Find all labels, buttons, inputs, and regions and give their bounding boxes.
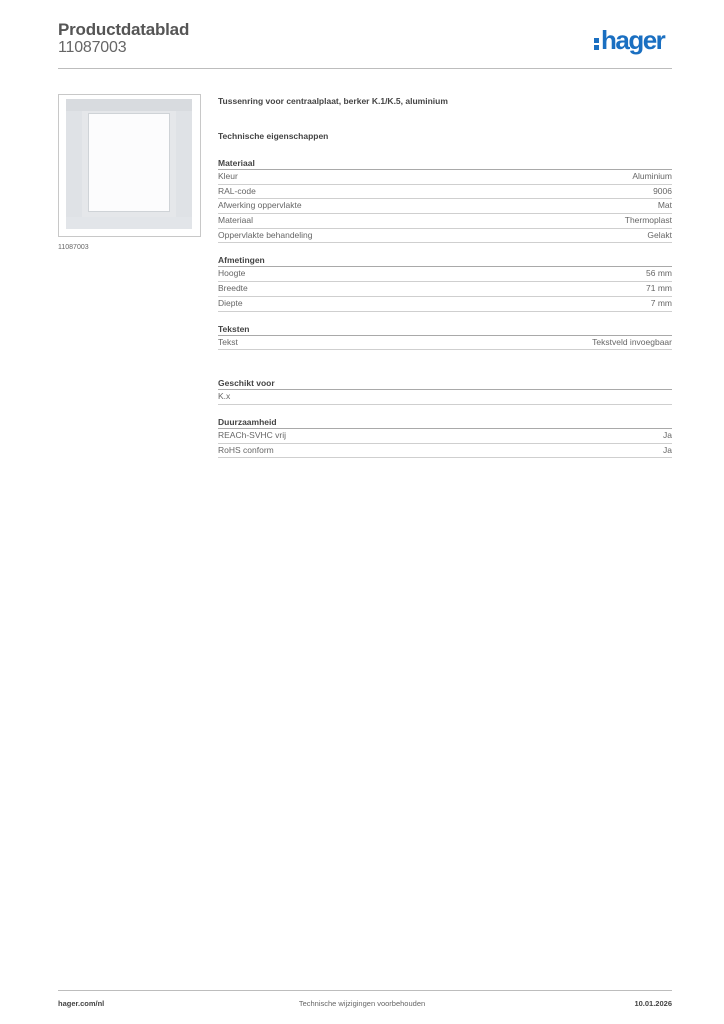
spec-row bbox=[218, 336, 672, 351]
group-geschikt-voor bbox=[218, 375, 672, 405]
spec-row bbox=[218, 429, 672, 444]
spec-row bbox=[218, 214, 672, 229]
product-image bbox=[58, 94, 201, 237]
spec-label: RoHS conform bbox=[218, 444, 274, 455]
footer-website-link[interactable]: hager.com/nl bbox=[58, 999, 105, 1008]
spec-row bbox=[218, 444, 672, 459]
spec-value: 7 mm bbox=[650, 297, 672, 308]
logo-colon-icon bbox=[594, 38, 599, 43]
product-number: 11087003 bbox=[58, 39, 127, 56]
spec-label: Diepte bbox=[218, 297, 243, 308]
spec-row bbox=[218, 297, 672, 312]
group-heading: Duurzaamheid bbox=[218, 414, 672, 429]
frame-left-edge bbox=[66, 111, 82, 217]
hager-logo[interactable] bbox=[594, 27, 664, 53]
spec-value: Ja bbox=[663, 444, 672, 455]
intermediate-ring-frame bbox=[66, 99, 192, 229]
spec-label: Hoogte bbox=[218, 268, 246, 279]
spec-row bbox=[218, 282, 672, 297]
spec-label: K.x bbox=[218, 391, 231, 402]
spec-value: Aluminium bbox=[632, 171, 672, 181]
group-heading: Materiaal bbox=[218, 155, 672, 170]
group-heading: Teksten bbox=[218, 321, 672, 336]
spec-row bbox=[218, 185, 672, 200]
spec-row bbox=[218, 170, 672, 185]
footer-date: 10.01.2026 bbox=[634, 999, 672, 1008]
spec-value: 56 mm bbox=[646, 268, 672, 279]
group-duurzaamheid bbox=[218, 414, 672, 458]
spec-label: REACh-SVHC vrij bbox=[218, 429, 287, 440]
group-materiaal bbox=[218, 155, 672, 243]
spec-label: Materiaal bbox=[218, 215, 253, 226]
product-description: Tussenring voor centraalplaat, berker K.1/K.5, aluminium bbox=[218, 96, 448, 106]
spec-row bbox=[218, 390, 672, 405]
spec-label: Afwerking oppervlakte bbox=[218, 200, 302, 211]
footer-divider bbox=[58, 990, 672, 991]
frame-opening bbox=[88, 113, 170, 212]
spec-value: Tekstveld invoegbaar bbox=[592, 336, 672, 347]
spec-label: RAL-code bbox=[218, 185, 256, 196]
logo-text: hager bbox=[601, 25, 665, 55]
group-heading: Afmetingen bbox=[218, 252, 672, 267]
spec-label: Kleur bbox=[218, 171, 238, 181]
header-divider bbox=[58, 68, 672, 69]
spec-label: Tekst bbox=[218, 336, 238, 347]
frame-top-edge bbox=[66, 99, 192, 111]
spec-value: Ja bbox=[663, 429, 672, 440]
spec-value: 71 mm bbox=[646, 283, 672, 294]
spec-value: Gelakt bbox=[647, 229, 672, 240]
group-afmetingen bbox=[218, 252, 672, 311]
spacer bbox=[218, 312, 672, 321]
technical-properties-title: Technische eigenschappen bbox=[218, 131, 329, 141]
frame-bottom-edge bbox=[66, 217, 192, 229]
spacer bbox=[218, 243, 672, 252]
spec-label: Oppervlakte behandeling bbox=[218, 229, 313, 240]
footer-disclaimer: Technische wijzigingen voorbehouden bbox=[298, 999, 426, 1008]
spec-content bbox=[218, 96, 672, 458]
group-heading: Geschikt voor bbox=[218, 375, 672, 390]
spacer bbox=[218, 405, 672, 414]
spec-row bbox=[218, 267, 672, 282]
document-title: Productdatablad bbox=[58, 20, 190, 39]
spec-value: 9006 bbox=[653, 185, 672, 196]
frame-right-edge bbox=[176, 111, 192, 217]
spacer bbox=[218, 350, 672, 375]
spec-label: Breedte bbox=[218, 283, 248, 294]
image-caption: 11087003 bbox=[58, 244, 89, 251]
spec-value: Mat bbox=[657, 200, 672, 211]
spec-row bbox=[218, 229, 672, 244]
spec-value: Thermoplast bbox=[624, 215, 672, 226]
spec-row bbox=[218, 199, 672, 214]
group-teksten bbox=[218, 321, 672, 351]
